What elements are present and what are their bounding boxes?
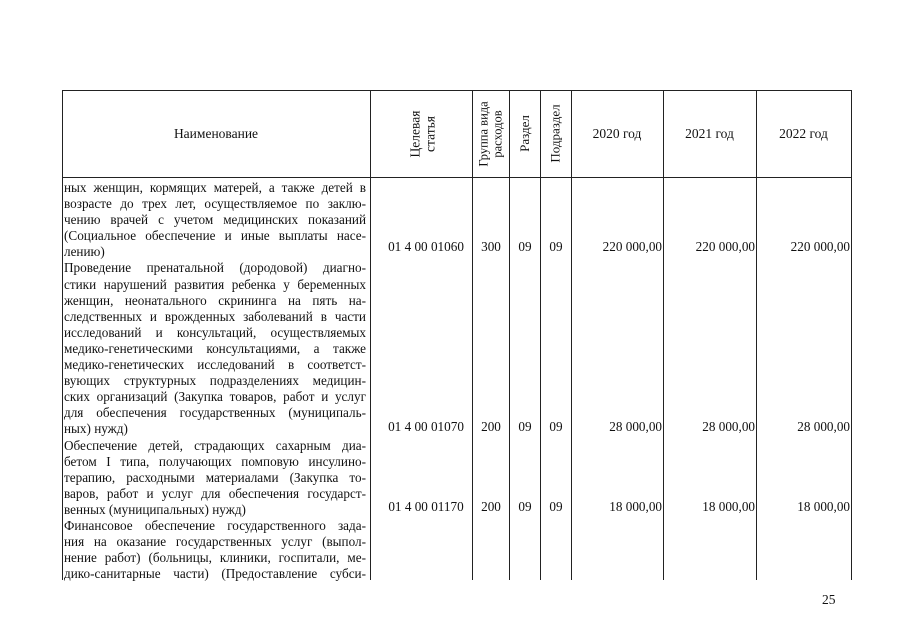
row-subsection: 09 xyxy=(549,499,563,514)
header-section-label: Раздел xyxy=(517,115,532,152)
header-group-label: Группа вида расходов xyxy=(476,100,505,167)
row-amount-2021: 28 000,00 xyxy=(702,419,755,434)
row-target-code: 01 4 00 01060 xyxy=(388,239,464,254)
page-number: 25 xyxy=(822,592,836,607)
header-subsection xyxy=(540,90,571,177)
header-group xyxy=(472,90,509,177)
row-section: 09 xyxy=(518,419,532,434)
header-2021: 2021 год xyxy=(685,126,734,141)
row-amount-2021: 220 000,00 xyxy=(695,239,755,254)
header-2020: 2020 год xyxy=(592,126,642,141)
budget-table xyxy=(62,90,852,580)
header-name-label: Наименование xyxy=(173,126,259,141)
header-section xyxy=(509,90,540,177)
row-target-code: 01 4 00 01170 xyxy=(388,499,464,514)
row-amount-2020: 220 000,00 xyxy=(602,239,662,254)
row-amount-2022: 28 000,00 xyxy=(797,419,850,434)
row-subsection: 09 xyxy=(549,419,563,434)
row-expense-group: 200 xyxy=(481,499,501,514)
description-text: ных женщин, кормящих матерей, а также детей в возрасте до трех лет, осуществляемое по заклю- чению врачей с учетом медицинских показаний (Социальное обеспечение и иные выплаты насе- лению) Проведение пренатальной (дородовой) диагно- стики нарушений развития ребенка у беременных женщин, неонатального скрининга на пять на- следственных и врожденных заболеваний в части исследований и консультаций, осуществляемых медико-генетическими консультациями, а также медико-генетических исследований в соответст- вующих структурных подразделениях медицин- ских организаций (Закупка товаров, работ и услуг для обеспечения государственных (муниципаль- ных) нужд) Обеспечение детей, страдающих сахарным диа- бетом I типа, получающих помповую инсулино- терапию, расходными материалами (Закупка то- варов, работ и услуг для обеспечения государст- венных (муниципальных) нужд) Финансовое обеспечение государственного зада- ния на оказание государственных услуг (выпол- нение работ) (больницы, клиники, госпитали, ме- дико-санитарные части) (Предоставление субси- xyxy=(64,180,366,582)
header-2022: 2022 год xyxy=(779,126,828,141)
row-target-code: 01 4 00 01070 xyxy=(388,419,464,434)
row-expense-group: 200 xyxy=(481,419,501,434)
row-amount-2022: 220 000,00 xyxy=(790,239,850,254)
col-border-name xyxy=(370,90,371,580)
row-subsection: 09 xyxy=(549,239,563,254)
row-amount-2020: 18 000,00 xyxy=(609,499,662,514)
row-section: 09 xyxy=(518,499,532,514)
header-target xyxy=(372,90,472,177)
header-subsection-label: Подраздел xyxy=(548,104,564,163)
col-border-right xyxy=(851,90,852,580)
header-bottom-border xyxy=(62,177,852,178)
row-amount-2021: 18 000,00 xyxy=(702,499,755,514)
header-target-label: Целевая статья xyxy=(407,110,437,157)
row-amount-2020: 28 000,00 xyxy=(609,419,662,434)
row-amount-2022: 18 000,00 xyxy=(797,499,850,514)
row-expense-group: 300 xyxy=(481,239,501,254)
row-section: 09 xyxy=(518,239,532,254)
header-name xyxy=(62,90,370,177)
